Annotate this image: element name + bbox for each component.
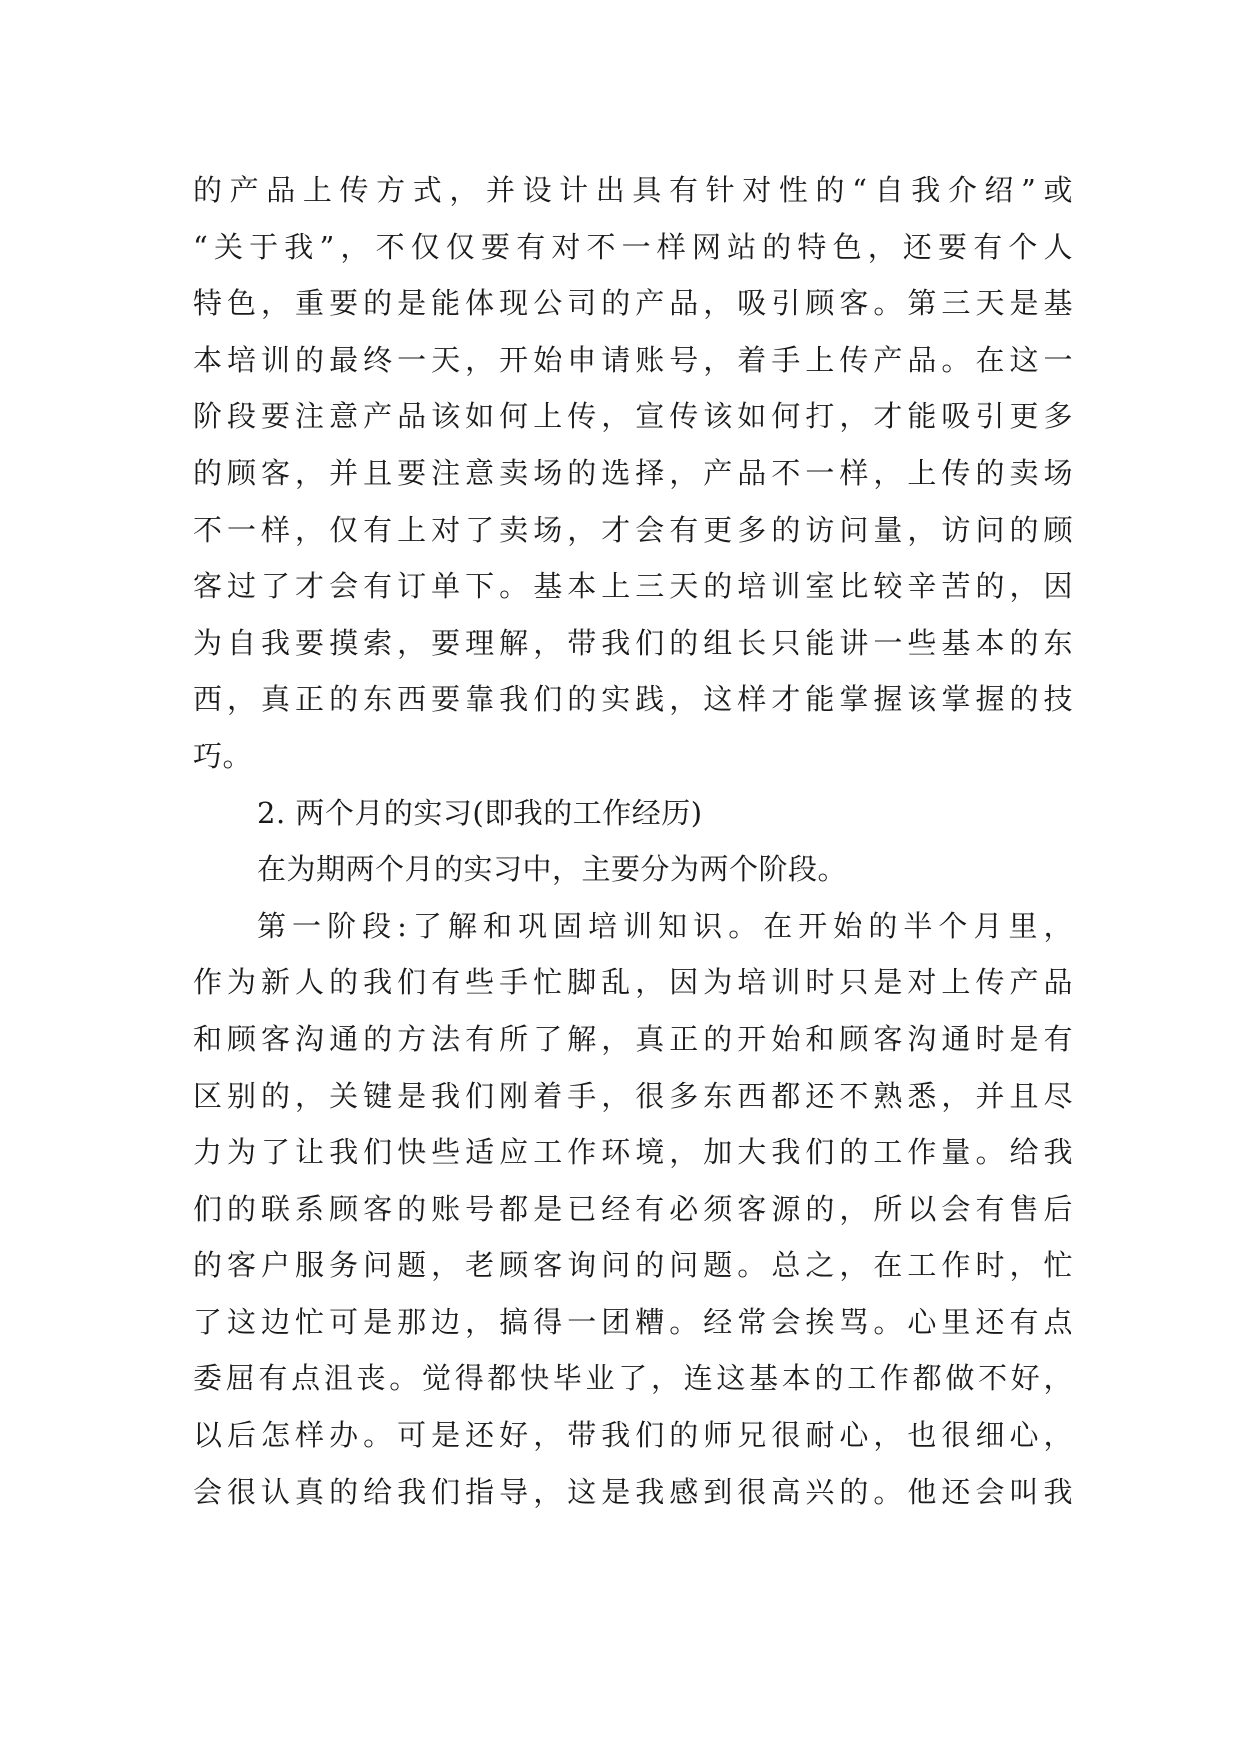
text-line: 第一阶段:了解和巩固培训知识。在开始的半个月里，	[257, 908, 1073, 943]
text-line: 巧。	[193, 738, 253, 773]
text-line: 特色，重要的是能体现公司的产品，吸引顾客。第三天是基	[193, 286, 1073, 321]
text-line: 区别的，关键是我们刚着手，很多东西都还不熟悉，并且尽	[193, 1078, 1073, 1113]
body-text	[193, 162, 1073, 1520]
text-line: 委屈有点沮丧。觉得都快毕业了，连这基本的工作都做不好，	[193, 1361, 1073, 1396]
text-line: 作为新人的我们有些手忙脚乱，因为培训时只是对上传产品	[193, 965, 1073, 1000]
text-line: 的产品上传方式，并设计出具有针对性的“自我介绍”或	[193, 173, 1073, 207]
text-line: 为自我要摸索，要理解，带我们的组长只能讲一些基本的东	[193, 625, 1073, 660]
text-line: “关于我”，不仅仅要有对不一样网站的特色，还要有个人	[193, 229, 1073, 264]
text-line: 不一样，仅有上对了卖场，才会有更多的访问量，访问的顾	[193, 512, 1073, 547]
text-line: 西，真正的东西要靠我们的实践，这样才能掌握该掌握的技	[193, 682, 1073, 717]
text-line: 的顾客，并且要注意卖场的选择，产品不一样，上传的卖场	[193, 455, 1073, 490]
text-line: 在为期两个月的实习中，主要分为两个阶段。	[257, 852, 848, 887]
text-line: 了这边忙可是那边，搞得一团糟。经常会挨骂。心里还有点	[193, 1304, 1073, 1339]
text-line: 2. 两个月的实习(即我的工作经历)	[257, 795, 703, 830]
text-line: 阶段要注意产品该如何上传，宣传该如何打，才能吸引更多	[193, 399, 1073, 434]
text-line: 本培训的最终一天，开始申请账号，着手上传产品。在这一	[193, 342, 1073, 377]
text-line: 们的联系顾客的账号都是已经有必须客源的，所以会有售后	[193, 1191, 1073, 1226]
text-line: 的客户服务问题，老顾客询问的问题。总之，在工作时，忙	[193, 1248, 1073, 1283]
text-line: 和顾客沟通的方法有所了解，真正的开始和顾客沟通时是有	[193, 1021, 1073, 1056]
text-line: 以后怎样办。可是还好，带我们的师兄很耐心，也很细心，	[193, 1418, 1073, 1453]
text-line: 力为了让我们快些适应工作环境，加大我们的工作量。给我	[193, 1135, 1073, 1170]
text-line: 客过了才会有订单下。基本上三天的培训室比较辛苦的，因	[193, 569, 1073, 604]
text-line: 会很认真的给我们指导，这是我感到很高兴的。他还会叫我	[193, 1474, 1073, 1509]
